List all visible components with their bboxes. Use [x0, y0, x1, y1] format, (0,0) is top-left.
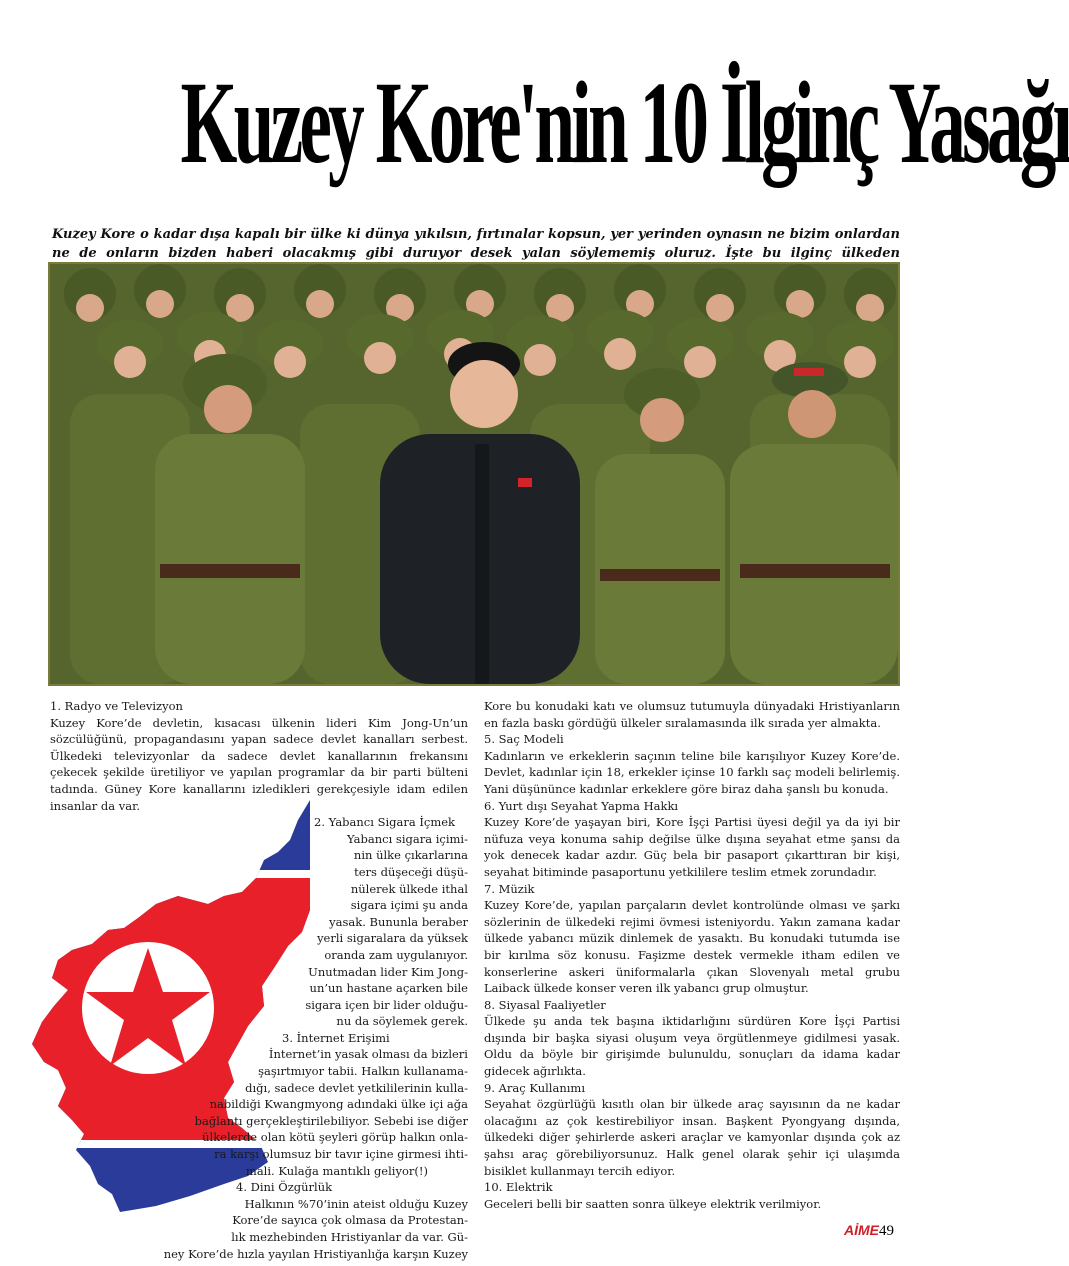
right-column — [484, 698, 900, 1212]
text-line: Yabancı sigara içimi- — [346, 831, 468, 846]
text-line: nülerek ülkede ithal — [350, 881, 468, 896]
text-line: Unutmadan lider Kim Jong- — [308, 964, 468, 979]
section-heading: 8. Siyasal Faaliyetler — [484, 997, 606, 1012]
section-heading: 3. İnternet Erişimi — [282, 1030, 390, 1045]
text-line: nabildiği Kwangmyong adındaki ülke içi ağa — [209, 1097, 468, 1112]
section-heading: 9. Araç Kullanımı — [484, 1080, 586, 1095]
intro-paragraph: Kuzey Kore o kadar dışa kapalı bir ülke ki dünya yıkılsın, fırtınalar kopsun, yer yerinden oynasın ne bizim onlardan ne de onların bizden haberi olacakmış gibi duruyor desek yalan söylememiş oluruz. İşte bu ilginç ülkeden — [52, 227, 900, 261]
text-line: dığı, sadece devlet yetkililerinin kulla- — [245, 1080, 468, 1095]
text-line: ülkelerde olan kötü şeyleri görüp halkın onla- — [202, 1130, 468, 1145]
text-line: Kore’de sayıca çok olmasa da Protestan- — [232, 1213, 468, 1228]
text-line: yasak. Bununla beraber — [329, 914, 468, 929]
text-line: Halkının %70’inin ateist olduğu Kuzey — [244, 1196, 468, 1211]
section-body: Seyahat özgürlüğü kısıtlı olan bir ülkede araç sayısının da ne kadar olacağını az çok kestirebiliyor insan. Başkent Pyongyang dışında, ülkedeki diğer şehirlerde askeri araçlar ve kamyonlar dışında çok az şahsı araç görebiliyorsunuz. Halk genel olarak şehir içi ulaşımda bisiklet kullanmayı tercih ediyor. — [484, 1097, 900, 1178]
section-heading: 6. Yurt dışı Seyahat Yapma Hakkı — [484, 798, 679, 813]
text-line: ters düşeceği düşü- — [354, 864, 468, 879]
section-heading: 1. Radyo ve Televizyon — [50, 699, 183, 713]
text-line: mali. Kulağa mantıklı geliyor(!) — [245, 1163, 428, 1178]
section-heading: 10. Elektrik — [484, 1180, 553, 1195]
text-line: nu da söylemek gerek. — [336, 1014, 468, 1029]
left-column — [50, 698, 468, 1262]
text-line: ra karşı olumsuz bir tavır içine girmesi ihti- — [214, 1147, 468, 1162]
section-heading: 4. Dini Özgürlük — [236, 1180, 333, 1195]
text-line: ney Kore’de hızla yayılan Hristiyanlığa karşın Kuzey — [163, 1246, 468, 1261]
section-heading: 5. Saç Modeli — [484, 732, 564, 747]
section-body: Geceleri belli bir saatten sonra ülkeye elektrik verilmiyor. — [484, 1196, 822, 1211]
text-line: nin ülke çıkarlarına — [353, 848, 468, 863]
text-line: oranda zam uygulanıyor. — [324, 947, 468, 962]
section-body: Kadınların ve erkeklerin saçının teline bile karışılıyor Kuzey Kore’de. Devlet, kadınlar için 18, erkekler içinse 10 farklı saç modeli belirlemiş. Yani düşününce kadınlar erkeklere göre biraz daha şanslı bu konuda. — [484, 748, 900, 796]
section-body: Ülkede şu anda tek başına iktidarlığını sürdüren Kore İşçi Partisi dışında bir başka siyasi oluşum veya örgütlenmeye gidilmesi yasak. Oldu da böyle bir girişimde bulunuldu, sonuçları da idama kadar gidecek ağırlıkta. — [484, 1014, 900, 1079]
section-body-wrapped — [50, 1046, 468, 1179]
section-body: Kore bu konudaki katı ve olumsuz tutumuyla dünyadaki Hristiyanların en fazla baskı gördüğü ülkeler sıralamasında ilk sırada yer almakta. — [484, 699, 900, 730]
text-line: lık mezhebinden Hristiyanlar da var. Gü- — [231, 1230, 468, 1244]
section-body-wrapped — [50, 1196, 468, 1262]
text-line: sigara içen bir lider olduğu- — [305, 997, 468, 1012]
page-number: 49 — [879, 1223, 894, 1239]
crowd-photo-illustration — [50, 264, 898, 684]
text-line: un’un hastane açarken bile — [309, 981, 468, 996]
page-title: Kuzey Kore'nin 10 İlginç Yasağı — [180, 57, 1069, 188]
section-body: Kuzey Kore’de devletin, kısacası ülkenin lideri Kim Jong-Un’un sözcülüğünü, propagandasını yapan sadece devlet kanalları serbest. Ülkedeki televizyonlar da sadece devlet kanallarının frekansını çekecek şekilde üretiliyor ve yapılan programlar da bir parti bülteni tadında. Güney Kore kanallarını izledikleri gerekçesiyle idam edilen insanlar da var. — [50, 715, 468, 813]
section-body: Kuzey Kore’de, yapılan parçaların devlet kontrolünde olması ve şarkı sözlerinin de ülkedeki rejimi övmesi isteniyordu. Yakın zamana kadar ülkede yabancı müzik dinlemek de yasaktı. Bu konudaki tutumda ise bir kırılma söz konusu. Faşizme destek vermekle itham edilen ve konserlerine askeri üniformalarla çıkan Slovenyalı metal grubu Laiback ülkede konser veren ilk yabancı grup olmuştur. — [484, 898, 900, 996]
section-heading: 7. Müzik — [484, 881, 535, 896]
text-line: yerli sigaralara da yüksek — [317, 931, 468, 946]
magazine-logo: AİME — [844, 1222, 879, 1238]
text-line: bağlantı gerçekleştirilebiliyor. Sebebi ise diğer — [194, 1113, 468, 1128]
page-footer — [844, 1222, 894, 1240]
photo-crowd — [48, 262, 900, 686]
section-heading: 2. Yabancı Sigara İçmek — [314, 815, 456, 830]
text-line: sigara içimi şu anda — [350, 898, 468, 913]
text-line: şaşırtmıyor tabii. Halkın kullanama- — [258, 1064, 468, 1079]
text-line: İnternet’in yasak olması da bizleri — [268, 1047, 468, 1062]
section-body-wrapped — [50, 831, 468, 1030]
section-body: Kuzey Kore’de yaşayan biri, Kore İşçi Partisi üyesi değil ya da iyi bir nüfuza veya konuma sahip değilse ülke dışına seyahat etme şansı da yok denecek kadar azdır. Güç bela bir pasaport çıkarttıran bir kişi, seyahat bitiminde pasaportunu yetkililere teslim etmek zorundadır. — [484, 815, 900, 879]
